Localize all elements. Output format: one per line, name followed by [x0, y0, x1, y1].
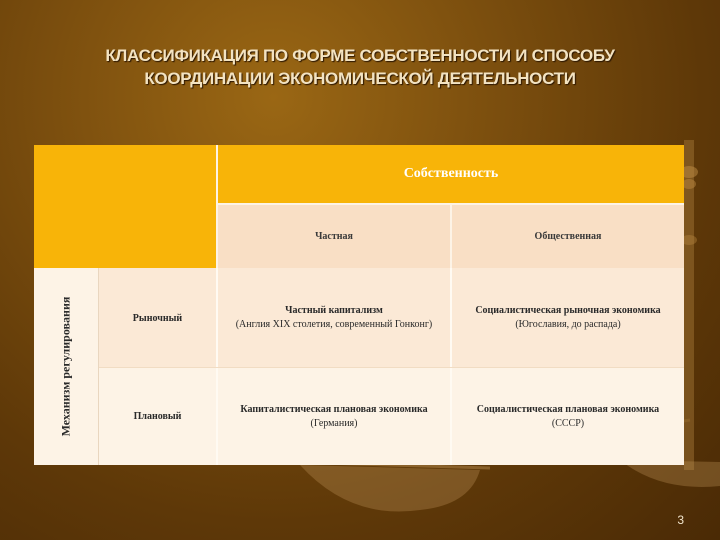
cell-main-text: Социалистическая рыночная экономика — [475, 305, 661, 316]
row-divider — [99, 367, 684, 368]
classification-table — [34, 145, 684, 465]
ownership-header: Собственность — [218, 145, 684, 203]
slide-title — [40, 44, 680, 90]
table-cell-market-private — [218, 268, 450, 368]
cell-sub-text: (Югославия, до распада) — [515, 319, 621, 330]
column-header-public: Общественная — [452, 205, 684, 268]
mechanism-label: Механизм регулирования — [58, 296, 73, 437]
cell-sub-text: (СССР) — [551, 417, 585, 429]
row-header-planned: Плановый — [99, 368, 216, 465]
table-corner-cell — [34, 145, 216, 268]
cell-sub-text: (Англия XIX столетия, современный Гонконг) — [235, 319, 433, 330]
cell-sub-text: (Германия) — [310, 417, 358, 429]
page-number: 3 — [677, 513, 684, 527]
cell-main-text: Частный капитализм — [285, 305, 383, 316]
mechanism-label-cell — [34, 268, 99, 465]
cell-main-text: Социалистическая плановая экономика — [476, 403, 660, 415]
table-cell-market-public — [452, 268, 684, 368]
table-cell-planned-public — [452, 368, 684, 465]
slide-title-line-2: КООРДИНАЦИИ ЭКОНОМИЧЕСКОЙ ДЕЯТЕЛЬНОСТИ — [144, 69, 576, 88]
row-header-market: Рыночный — [99, 268, 216, 368]
column-header-private: Частная — [218, 205, 450, 268]
slide-title-line-1: КЛАССИФИКАЦИЯ ПО ФОРМЕ СОБСТВЕННОСТИ И СПОСОБУ — [105, 46, 615, 65]
cell-main-text: Капиталистическая плановая экономика — [240, 403, 428, 415]
table-cell-planned-private — [218, 368, 450, 465]
